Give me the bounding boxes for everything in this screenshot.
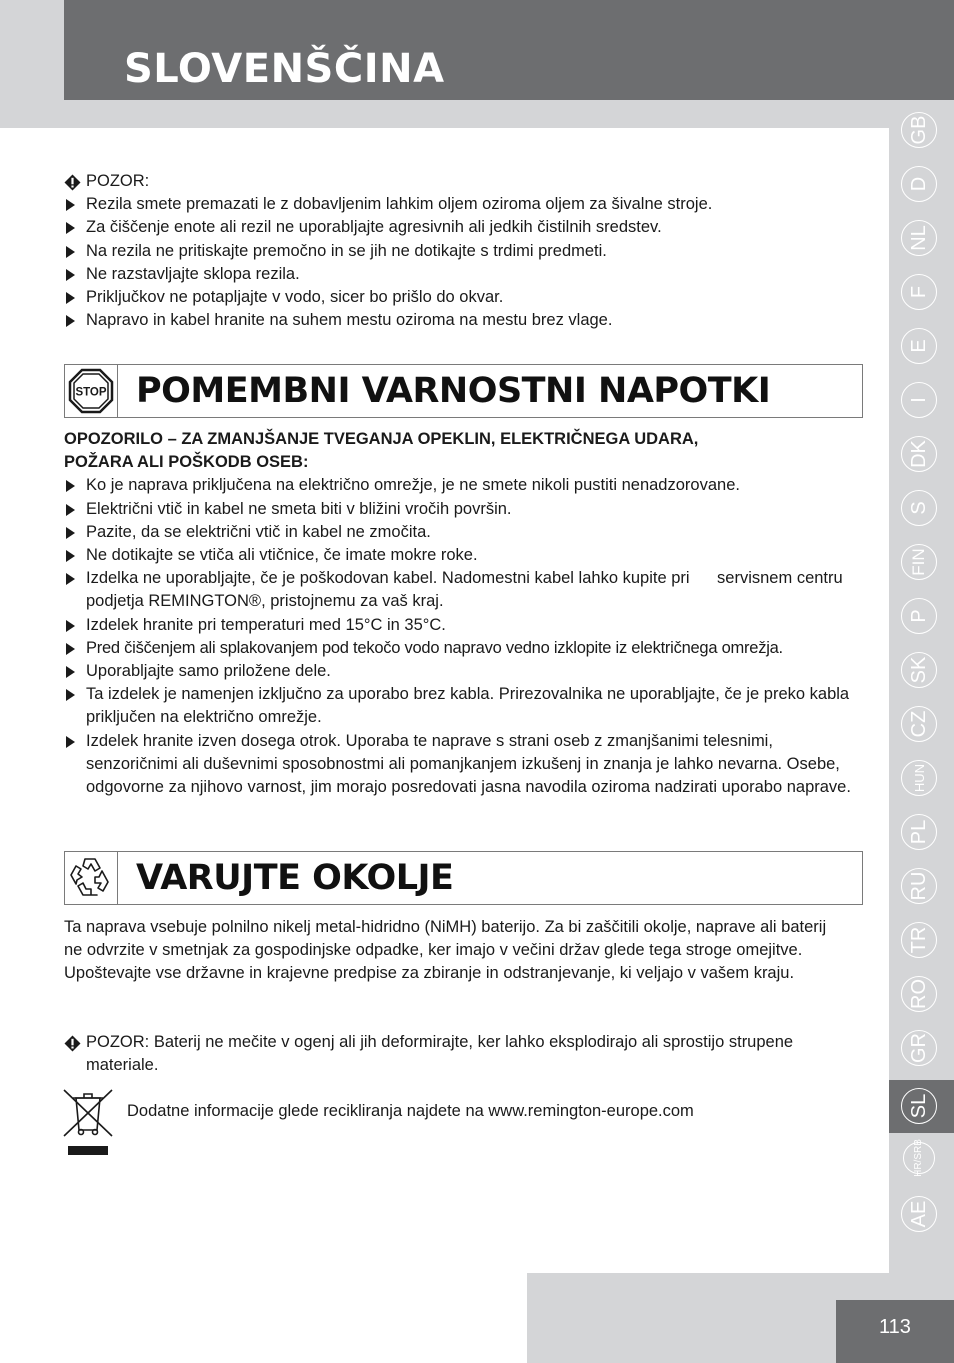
svg-text:STOP: STOP bbox=[75, 386, 107, 399]
lang-tab-sl[interactable]: SL bbox=[901, 1088, 937, 1124]
list-item: Ne razstavljajte sklopa rezila. bbox=[64, 263, 864, 286]
bullet-icon bbox=[66, 736, 75, 748]
list-item: Pred čiščenjem ali splakovanjem pod tekočo vodo napravo vedno izklopite iz električnega omrežja. bbox=[64, 637, 854, 660]
recycle-icon bbox=[67, 855, 115, 901]
bullet-icon bbox=[66, 315, 75, 327]
list-item: Izdelek hranite izven dosega otrok. Uporaba te naprave s strani oseb z zmanjšanimi telesnimi, senzoričnimi ali duševnimi sposobnostmi ali pomanjkanjem izkušenj in znanja je lahko nevarna. Osebe, odgovorne za njihovo varnost, jim morajo posredovati jasna navodila oziroma nadzirati uporabo naprave. bbox=[64, 730, 854, 800]
bullet-icon bbox=[66, 643, 75, 655]
list-item: Rezila smete premazati le z dobavljenim lahkim oljem oziroma oljem za šivalne stroje. bbox=[64, 193, 864, 216]
environment-section-header bbox=[64, 851, 863, 905]
page-number-box bbox=[836, 1300, 954, 1363]
warning-icon bbox=[64, 174, 81, 191]
lang-tab-ru[interactable]: RU bbox=[901, 868, 937, 904]
caution-label: POZOR: bbox=[86, 172, 150, 190]
bullet-icon bbox=[66, 199, 75, 211]
list-item: Izdelka ne uporabljajte, če je poškodovan kabel. Nadomestni kabel lahko kupite pri servisnem centru podjetja REMINGTON®, pristojnemu za vaš kraj. bbox=[64, 567, 854, 613]
list-item: Električni vtič in kabel ne smeta biti v bližini vročih površin. bbox=[64, 498, 854, 521]
lang-tab-gr[interactable]: GR bbox=[901, 1030, 937, 1066]
lang-tab-gb[interactable]: GB bbox=[901, 112, 937, 148]
lang-tab-sk[interactable]: SK bbox=[901, 652, 937, 688]
list-item: Napravo in kabel hranite na suhem mestu oziroma na mestu brez vlage. bbox=[64, 309, 864, 332]
bullet-icon bbox=[66, 269, 75, 281]
bullet-icon bbox=[66, 504, 75, 516]
warning-icon bbox=[64, 1035, 81, 1052]
stop-icon bbox=[68, 368, 114, 414]
warning-heading-2: POŽARA ALI POŠKODB OSEB: bbox=[64, 453, 309, 472]
bullet-icon bbox=[66, 689, 75, 701]
lang-tab-i[interactable]: I bbox=[901, 382, 937, 418]
bullet-icon bbox=[66, 573, 75, 585]
environment-paragraph: Ta naprava vsebuje polnilno nikelj metal-hidridno (NiMH) baterijo. Za bi zaščitili okolje, naprave ali baterij ne odvrzite v smetnjak za gospodinjske odpadke, ker imajo v večini držav glede tega stroge omejitve. Upoštevajte vse državne in krajevne predpise za zbiranje in odstranjevanje, ki veljajo v vašem kraju. bbox=[64, 918, 827, 983]
caution-header bbox=[64, 170, 864, 193]
lang-tab-hun[interactable]: HUN bbox=[901, 760, 937, 796]
lang-tab-d[interactable]: D bbox=[901, 166, 937, 202]
lang-tab-tr[interactable]: TR bbox=[901, 922, 937, 958]
lang-tab-pl[interactable]: PL bbox=[901, 814, 937, 850]
bullet-icon bbox=[66, 246, 75, 258]
bullet-icon bbox=[66, 292, 75, 304]
recycle-icon-box bbox=[65, 852, 118, 904]
list-item: Ta izdelek je namenjen izključno za uporabo brez kabla. Prirezovalnika ne uporabljajte, če je preko kabla priključen na električno omrežje. bbox=[64, 683, 854, 729]
page-title: SLOVENŠČINA bbox=[124, 46, 445, 92]
list-item: Priključkov ne potapljajte v vodo, sicer bo prišlo do okvar. bbox=[64, 286, 864, 309]
lang-tab-p[interactable]: P bbox=[901, 598, 937, 634]
lang-tab-fin[interactable]: FIN bbox=[901, 544, 937, 580]
safety-list bbox=[64, 428, 854, 799]
section-title: VARUJTE OKOLJE bbox=[136, 858, 454, 898]
list-item: Ne dotikajte se vtiča ali vtičnice, če imate mokre roke. bbox=[64, 544, 854, 567]
stop-icon-box bbox=[65, 365, 118, 417]
list-item: Uporabljajte samo priložene dele. bbox=[64, 660, 854, 683]
lang-tab-cz[interactable]: CZ bbox=[901, 706, 937, 742]
list-item: Za čiščenje enote ali rezil ne uporabljajte agresivnih ali jedkih čistilnih sredstev. bbox=[64, 216, 864, 239]
bullet-icon bbox=[66, 480, 75, 492]
bullet-icon bbox=[66, 620, 75, 632]
list-item: Na rezila ne pritiskajte premočno in se jih ne dotikajte s trdimi predmeti. bbox=[64, 240, 864, 263]
list-item: Pazite, da se električni vtič in kabel ne zmočita. bbox=[64, 521, 854, 544]
lang-tab-ae[interactable]: AE bbox=[901, 1196, 937, 1232]
lang-tab-s[interactable]: S bbox=[901, 490, 937, 526]
bullet-icon bbox=[66, 527, 75, 539]
recycle-info: Dodatne informacije glede recikliranja najdete na www.remington-europe.com bbox=[127, 1102, 694, 1120]
lang-tab-dk[interactable]: DK bbox=[901, 436, 937, 472]
bullet-icon bbox=[66, 222, 75, 234]
warning-heading-1: OPOZORILO – ZA ZMANJŠANJE TVEGANJA OPEKLIN, ELEKTRIČNEGA UDARA, bbox=[64, 430, 699, 448]
lang-tab-nl[interactable]: NL bbox=[901, 220, 937, 256]
page-number: 113 bbox=[879, 1316, 911, 1338]
battery-caution: POZOR: Baterij ne mečite v ogenj ali jih deformirajte, ker lahko eksplodirajo ali sprostijo strupene materiale. bbox=[64, 1031, 816, 1077]
caution-section bbox=[64, 170, 864, 332]
safety-section-header bbox=[64, 364, 863, 418]
lang-tab-e[interactable]: E bbox=[901, 328, 937, 364]
bullet-icon bbox=[66, 666, 75, 678]
weee-bin-icon bbox=[62, 1088, 114, 1158]
list-item: Ko je naprava priključena na električno omrežje, je ne smete nikoli pustiti nenadzorovane. bbox=[64, 474, 854, 497]
list-item: Izdelek hranite pri temperaturi med 15°C in 35°C. bbox=[64, 614, 854, 637]
section-title: POMEMBNI VARNOSTNI NAPOTKI bbox=[136, 371, 771, 411]
lang-tab-hr-srb[interactable]: HR/SRB bbox=[903, 1142, 935, 1174]
bullet-icon bbox=[66, 550, 75, 562]
lang-tab-f[interactable]: F bbox=[901, 274, 937, 310]
lang-tab-ro[interactable]: RO bbox=[901, 976, 937, 1012]
